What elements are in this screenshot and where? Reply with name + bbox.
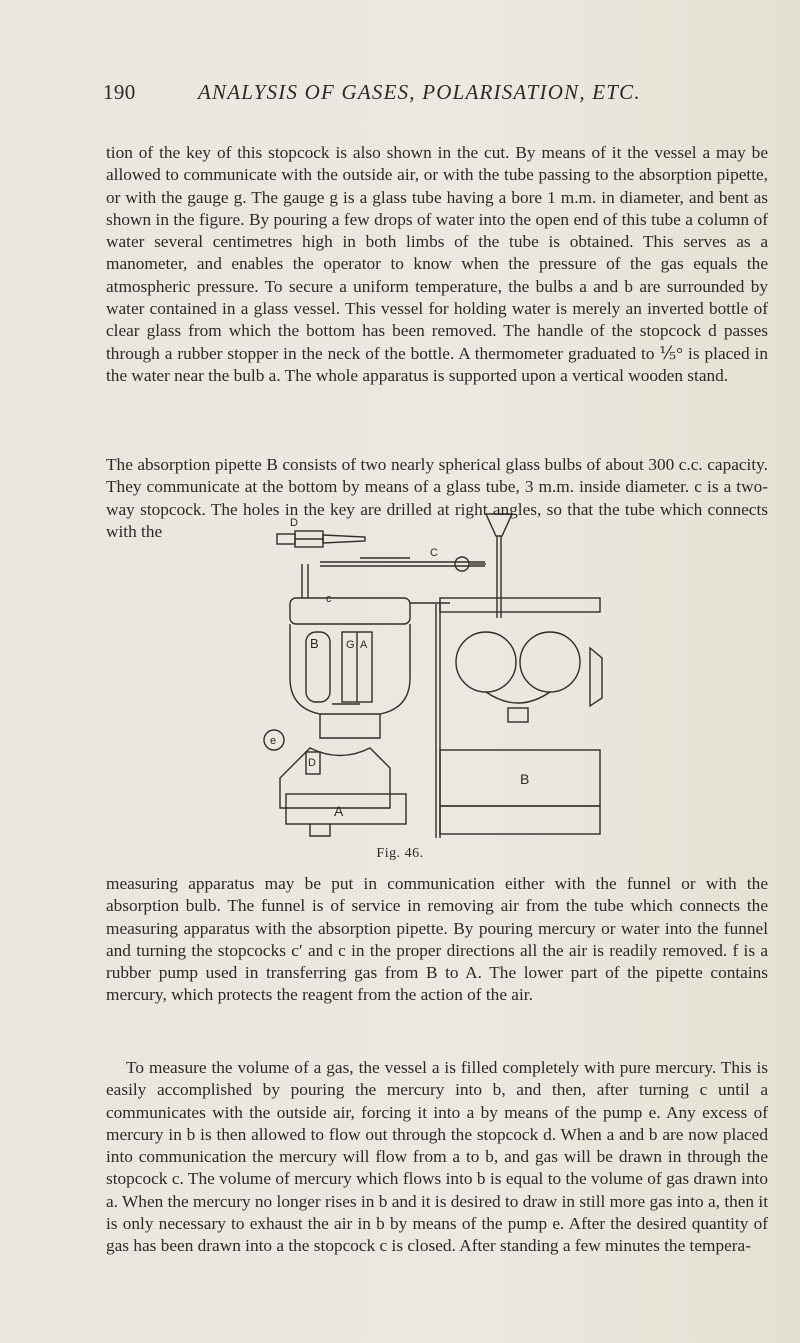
label-c-small: c [326, 593, 332, 605]
paragraph-1: tion of the key of this stopcock is also shown in the cut. By means of it the vessel a may be allowed to communicate with the outside air, or with the tube passing to the absorption pipette, or with the gauge g. The gauge g is a glass tube having a bore 1 m.m. in diameter, and bent as shown in the figure. By pouring a few drops of water into the open end of this tube a column of water several centimetres high in both limbs of the tube is obtained. This serves as a manometer, and enables the operator to know when the pressure of the gas equals the atmospheric pressure. To secure a uniform temperature, the bulbs a and b are surrounded by water contained in a glass vessel. This vessel for holding water is merely an inverted bottle of clear glass from which the bottom has been removed. The handle of the stopcock d passes through a rubber stopper in the neck of the bottle. A thermometer graduated to ⅕° is placed in the water near the bulb a. The whole apparatus is supported upon a vertical wooden stand. [106, 143, 768, 385]
apparatus-figure [250, 508, 610, 838]
label-c-top: C [430, 547, 438, 559]
label-d-top: D [290, 517, 298, 529]
label-b-left: B [310, 636, 319, 651]
page-number: 190 [103, 80, 136, 104]
label-b-right: B [520, 771, 530, 787]
paragraph-4: To measure the volume of a gas, the vessel a is filled completely with pure mercury. This is easily accomplished by pouring the mercury into b, and then, after turning c until a communicates with the outside air, forcing it into a by means of the pump e. Any excess of mercury in b is then allowed to flow out through the stopcock d. When a and b are now placed into communication the mercury will flow from a to b, and gas will be drawn in through the stopcock c. The volume of mercury which flows into b is equal to the volume of gas drawn into a. When the mercury no longer rises in b and it is desired to draw in still more gas into a, then it is only necessary to exhaust the air in b by means of the pump e. After the desired quantity of gas has been drawn into a the stopcock c is closed. After standing a few minutes the tempera- [106, 1058, 768, 1256]
running-header [103, 80, 763, 110]
running-title: ANALYSIS OF GASES, POLARISATION, ETC. [198, 80, 641, 104]
paragraph-3: measuring apparatus may be put in communication either with the funnel or with the absorption bulb. The funnel is of service in removing air from the tube which connects the measuring apparatus with the absorption pipette. By pouring mercury or water into the funnel and turning the stopcocks c′ and c in the proper directions all the air is readily removed. f is a rubber pump used in transferring gas from B to A. The lower part of the pipette contains mercury, which protects the reagent from the action of the air. [106, 874, 768, 1005]
figure-caption: Fig. 46. [376, 846, 424, 861]
label-g: G [346, 639, 355, 651]
label-e: e [270, 735, 277, 747]
label-a-base: A [334, 803, 344, 819]
label-a-inner: A [360, 639, 368, 651]
figure-labels [250, 508, 610, 838]
label-d-lower: D [308, 757, 316, 769]
paragraph-2: The absorption pipette B consists of two nearly spherical glass bulbs of about 300 c.c. capacity. They communicate at the bottom by means of a glass tube, 3 m.m. inside diameter. c is a two-way stopcock. The holes in the key are drilled at right angles, so that the tube which connects with the [106, 455, 768, 541]
